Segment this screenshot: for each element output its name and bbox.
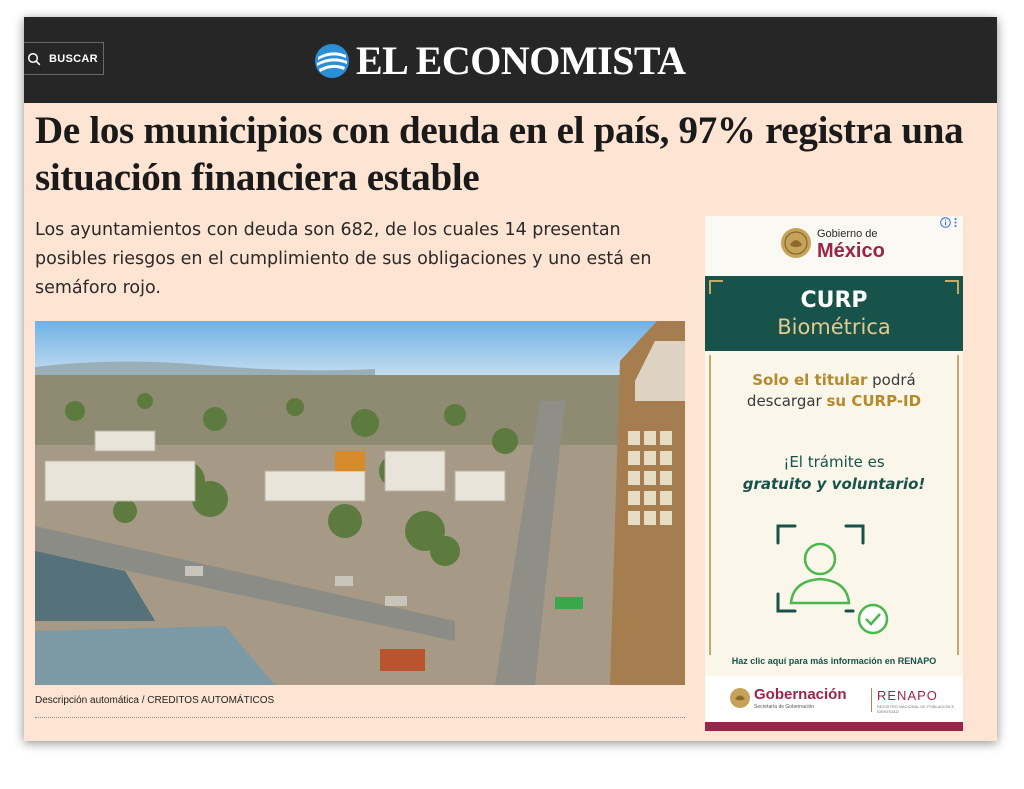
search-button[interactable] (24, 42, 104, 75)
article-headline: De los municipios con deuda en el país, 97% registra una situación financiera estable (35, 109, 964, 199)
ad-renapo-sub: REGISTRO NACIONAL DE POBLACIÓN E IDENTIDAD (877, 704, 955, 714)
advertisement-banner[interactable] (705, 216, 963, 731)
ad-mexico: México (817, 240, 885, 262)
check-circle-icon (859, 605, 887, 633)
mexico-seal-icon (780, 227, 812, 263)
adchoices-info-icon[interactable] (940, 217, 957, 228)
ad-body (705, 351, 963, 676)
search-icon (27, 52, 41, 66)
ad-curp-title: CURP (800, 288, 868, 313)
ad-line-1 (705, 371, 963, 389)
footer-divider (871, 688, 872, 712)
ad-gobernacion-sub: Secretaría de Gobernación (754, 704, 815, 710)
ad-footer (705, 676, 963, 722)
browser-frame (24, 17, 997, 741)
article-summary: Los ayuntamientos con deuda son 682, de los cuales 14 presentan posibles riesgos en el cumplimiento de sus obligaciones y uno está en semáforo rojo. (35, 220, 652, 298)
top-navigation-bar (24, 17, 997, 103)
ad-line-1a: Solo el titular (752, 371, 868, 389)
ad-line-1b: podrá (872, 371, 916, 389)
caption-divider (35, 717, 685, 718)
photo-caption: Descripción automática / CREDITOS AUTOMÁTICOS (35, 695, 275, 706)
ad-gobernacion: Gobernación (754, 686, 847, 703)
logo-wordmark: EL ECONOMISTA (356, 38, 686, 83)
ad-curp-title-block (705, 276, 963, 351)
ad-line-3: ¡El trámite es (783, 453, 885, 471)
ad-renapo: RENAPO (877, 688, 938, 703)
ad-bottom-bar (705, 722, 963, 731)
gobernacion-seal-icon (729, 687, 751, 713)
economista-logo-icon (314, 43, 350, 79)
ad-line-2 (705, 392, 963, 410)
site-logo[interactable] (314, 39, 686, 83)
article-photo[interactable] (35, 321, 685, 685)
ad-line-4: gratuito y voluntario! (742, 475, 926, 493)
ad-gobierno-header (705, 216, 963, 276)
face-scan-icon (773, 521, 893, 643)
ad-line-2a: descargar (746, 392, 822, 410)
ad-line-2b: su CURP-ID (826, 392, 922, 410)
ad-more-info-link[interactable]: Haz clic aquí para más información en RENAPO (731, 656, 937, 666)
ad-gobierno-de: Gobierno de (817, 228, 878, 240)
search-label: BUSCAR (49, 52, 98, 65)
ad-biometrica-title: Biométrica (777, 315, 891, 339)
